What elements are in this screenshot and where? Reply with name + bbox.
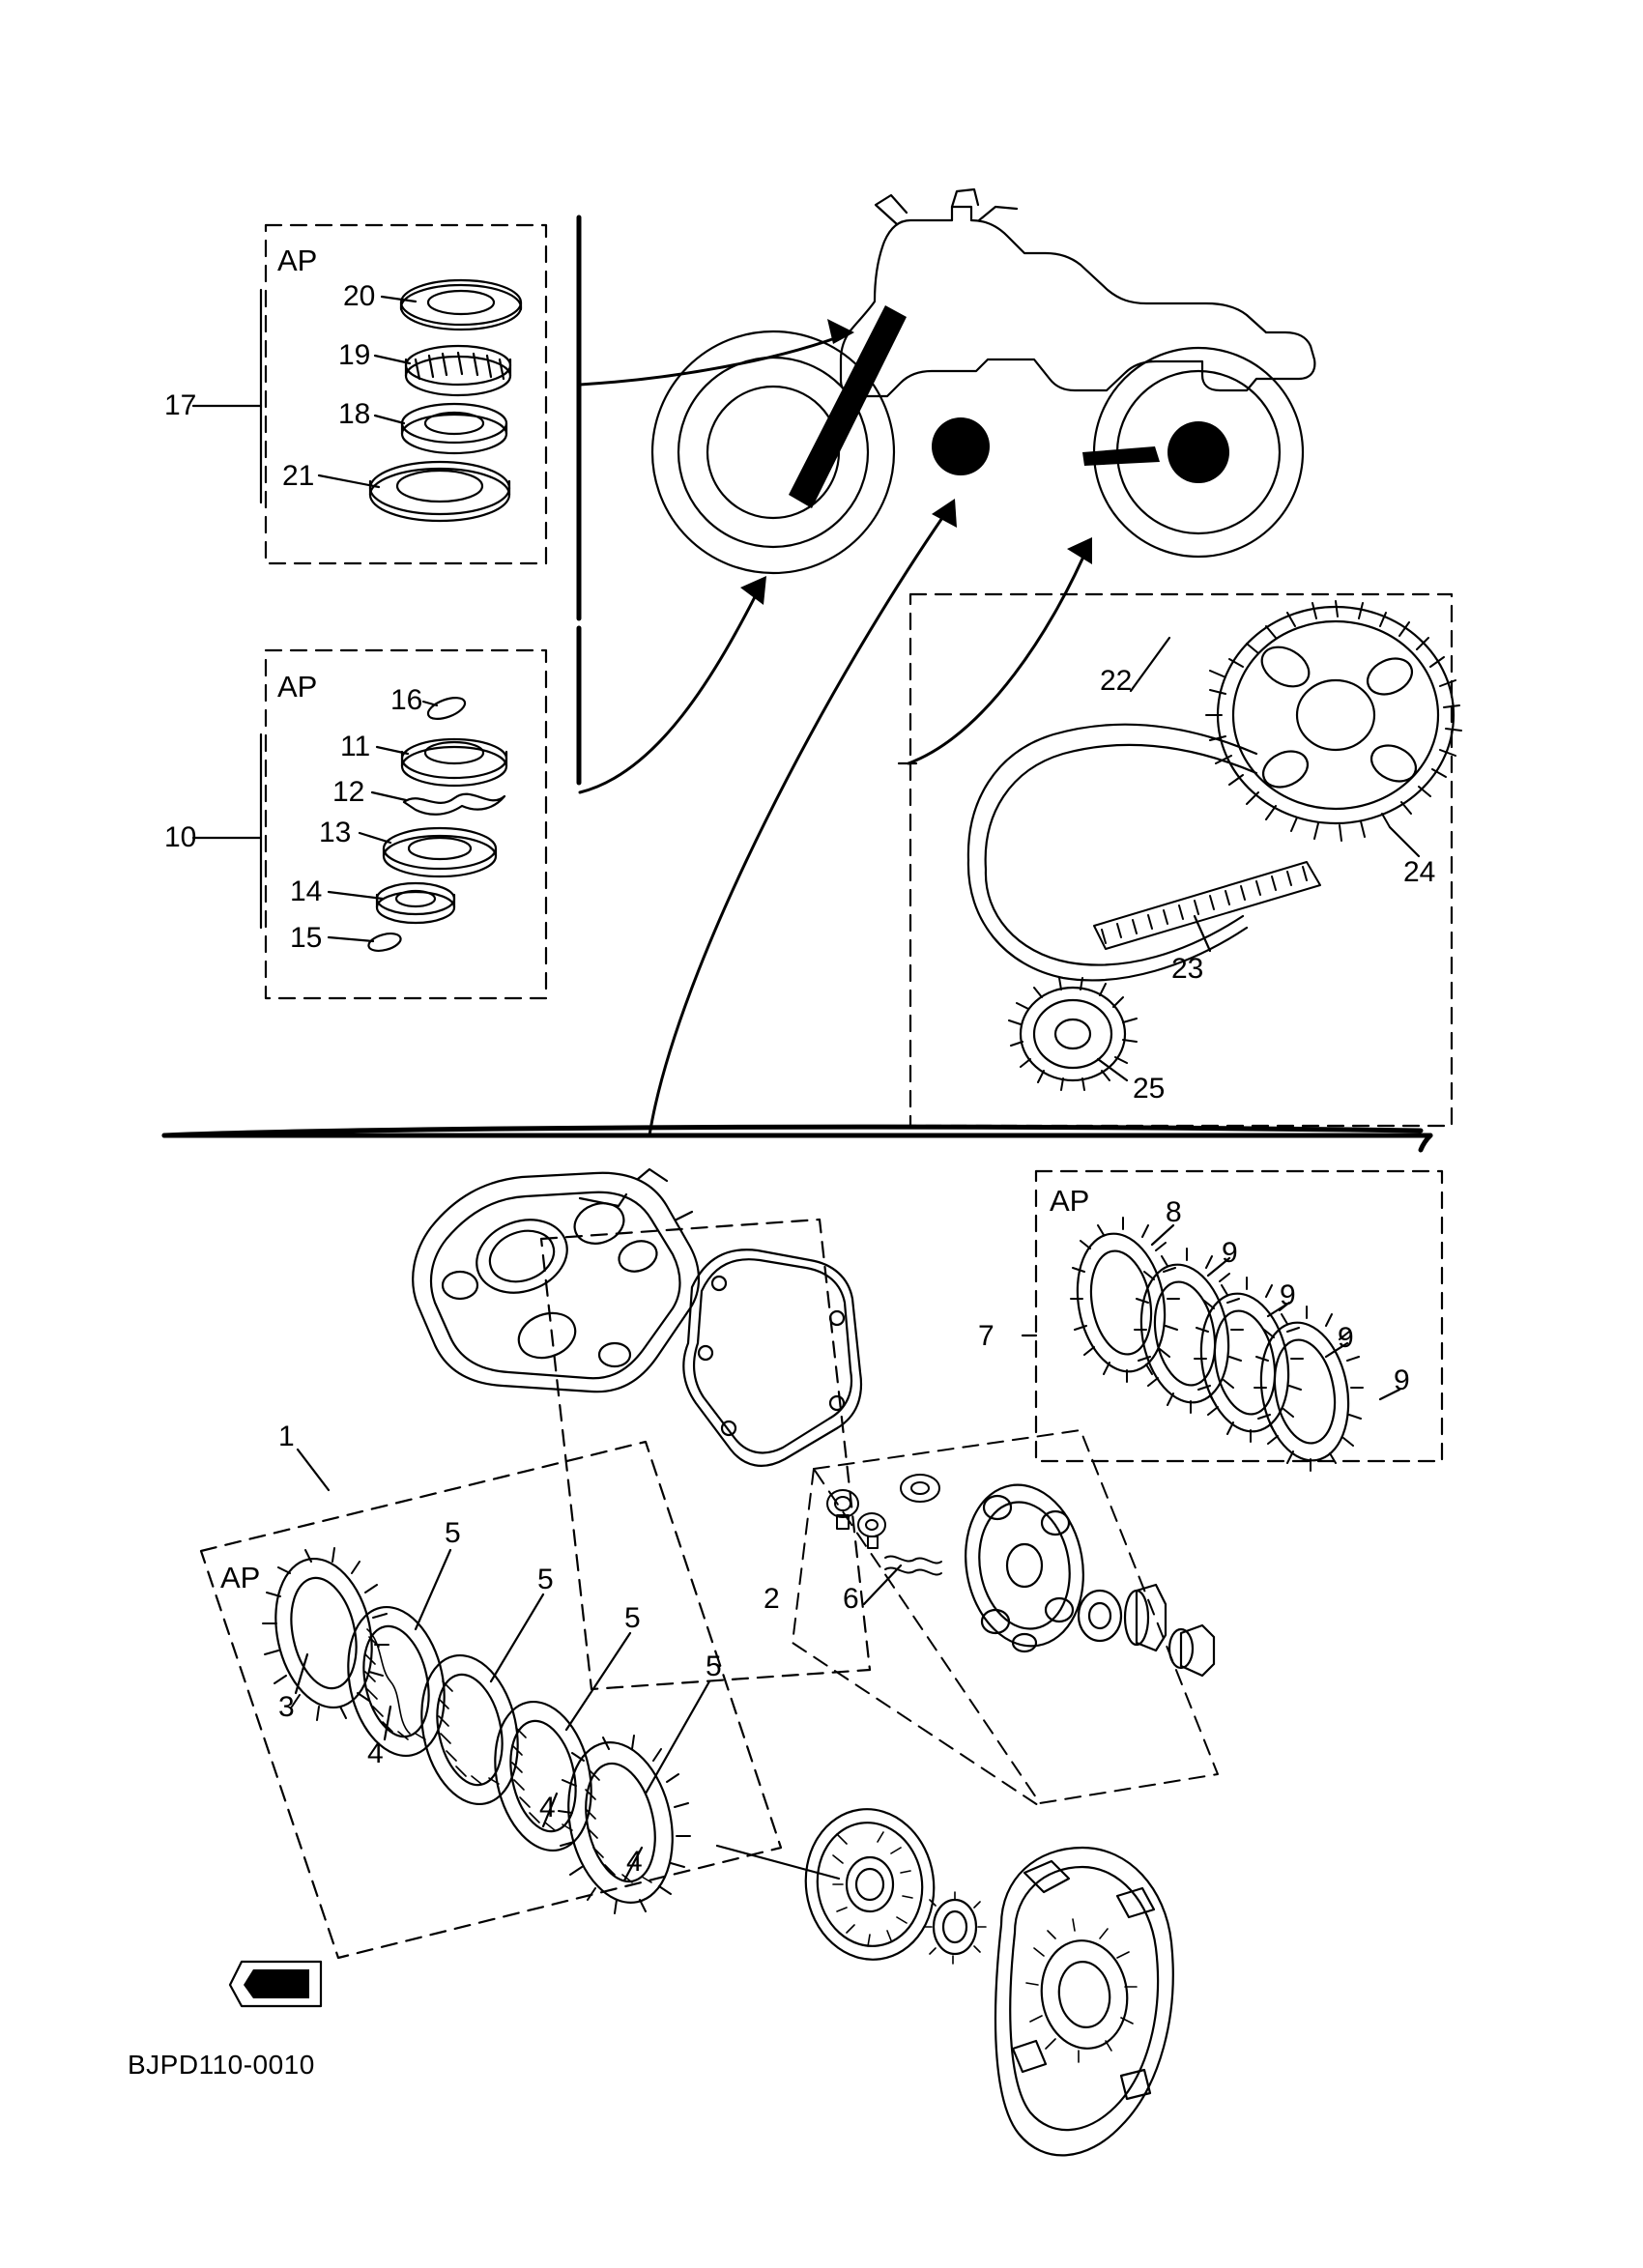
callout-15: 15	[290, 922, 323, 954]
callout-8: 8	[1166, 1196, 1182, 1228]
callout-9a: 9	[1222, 1237, 1238, 1269]
callout-12: 12	[332, 776, 365, 808]
callout-21: 21	[282, 460, 315, 492]
group-tag-ap-1: AP	[277, 244, 318, 277]
group-tag-ap-3: AP	[1050, 1184, 1090, 1218]
callout-10: 10	[164, 821, 197, 853]
callout-6: 6	[843, 1583, 859, 1615]
callout-11: 11	[340, 731, 371, 762]
callout-13: 13	[319, 817, 352, 848]
group-tag-ap-4: AP	[220, 1561, 261, 1594]
callout-25: 25	[1133, 1073, 1166, 1105]
callout-9d: 9	[1394, 1364, 1410, 1396]
callout-5a: 5	[445, 1517, 461, 1549]
callout-16: 16	[390, 684, 423, 716]
callout-2: 2	[764, 1583, 780, 1615]
callout-20: 20	[343, 280, 376, 312]
callout-5d: 5	[706, 1651, 722, 1682]
callout-22: 22	[1100, 665, 1133, 697]
callout-3: 3	[278, 1691, 295, 1723]
callout-4a: 4	[367, 1737, 384, 1769]
callout-23: 23	[1171, 953, 1204, 985]
group-tag-ap-2: AP	[277, 670, 318, 703]
callout-7: 7	[978, 1320, 994, 1352]
callout-17: 17	[164, 389, 197, 421]
callout-24: 24	[1403, 856, 1436, 888]
callout-4b: 4	[539, 1792, 556, 1823]
callout-4c: 4	[626, 1846, 643, 1878]
callout-1: 1	[278, 1421, 295, 1452]
callout-18: 18	[338, 398, 371, 430]
fwd-label: FWD	[257, 1975, 309, 1999]
callout-5b: 5	[537, 1564, 554, 1595]
callout-9c: 9	[1338, 1322, 1354, 1354]
callout-19: 19	[338, 339, 371, 371]
callout-9b: 9	[1280, 1279, 1296, 1311]
callout-5c: 5	[624, 1602, 641, 1634]
drawing-number: BJPD110-0010	[128, 2050, 315, 2080]
callout-14: 14	[290, 876, 323, 907]
